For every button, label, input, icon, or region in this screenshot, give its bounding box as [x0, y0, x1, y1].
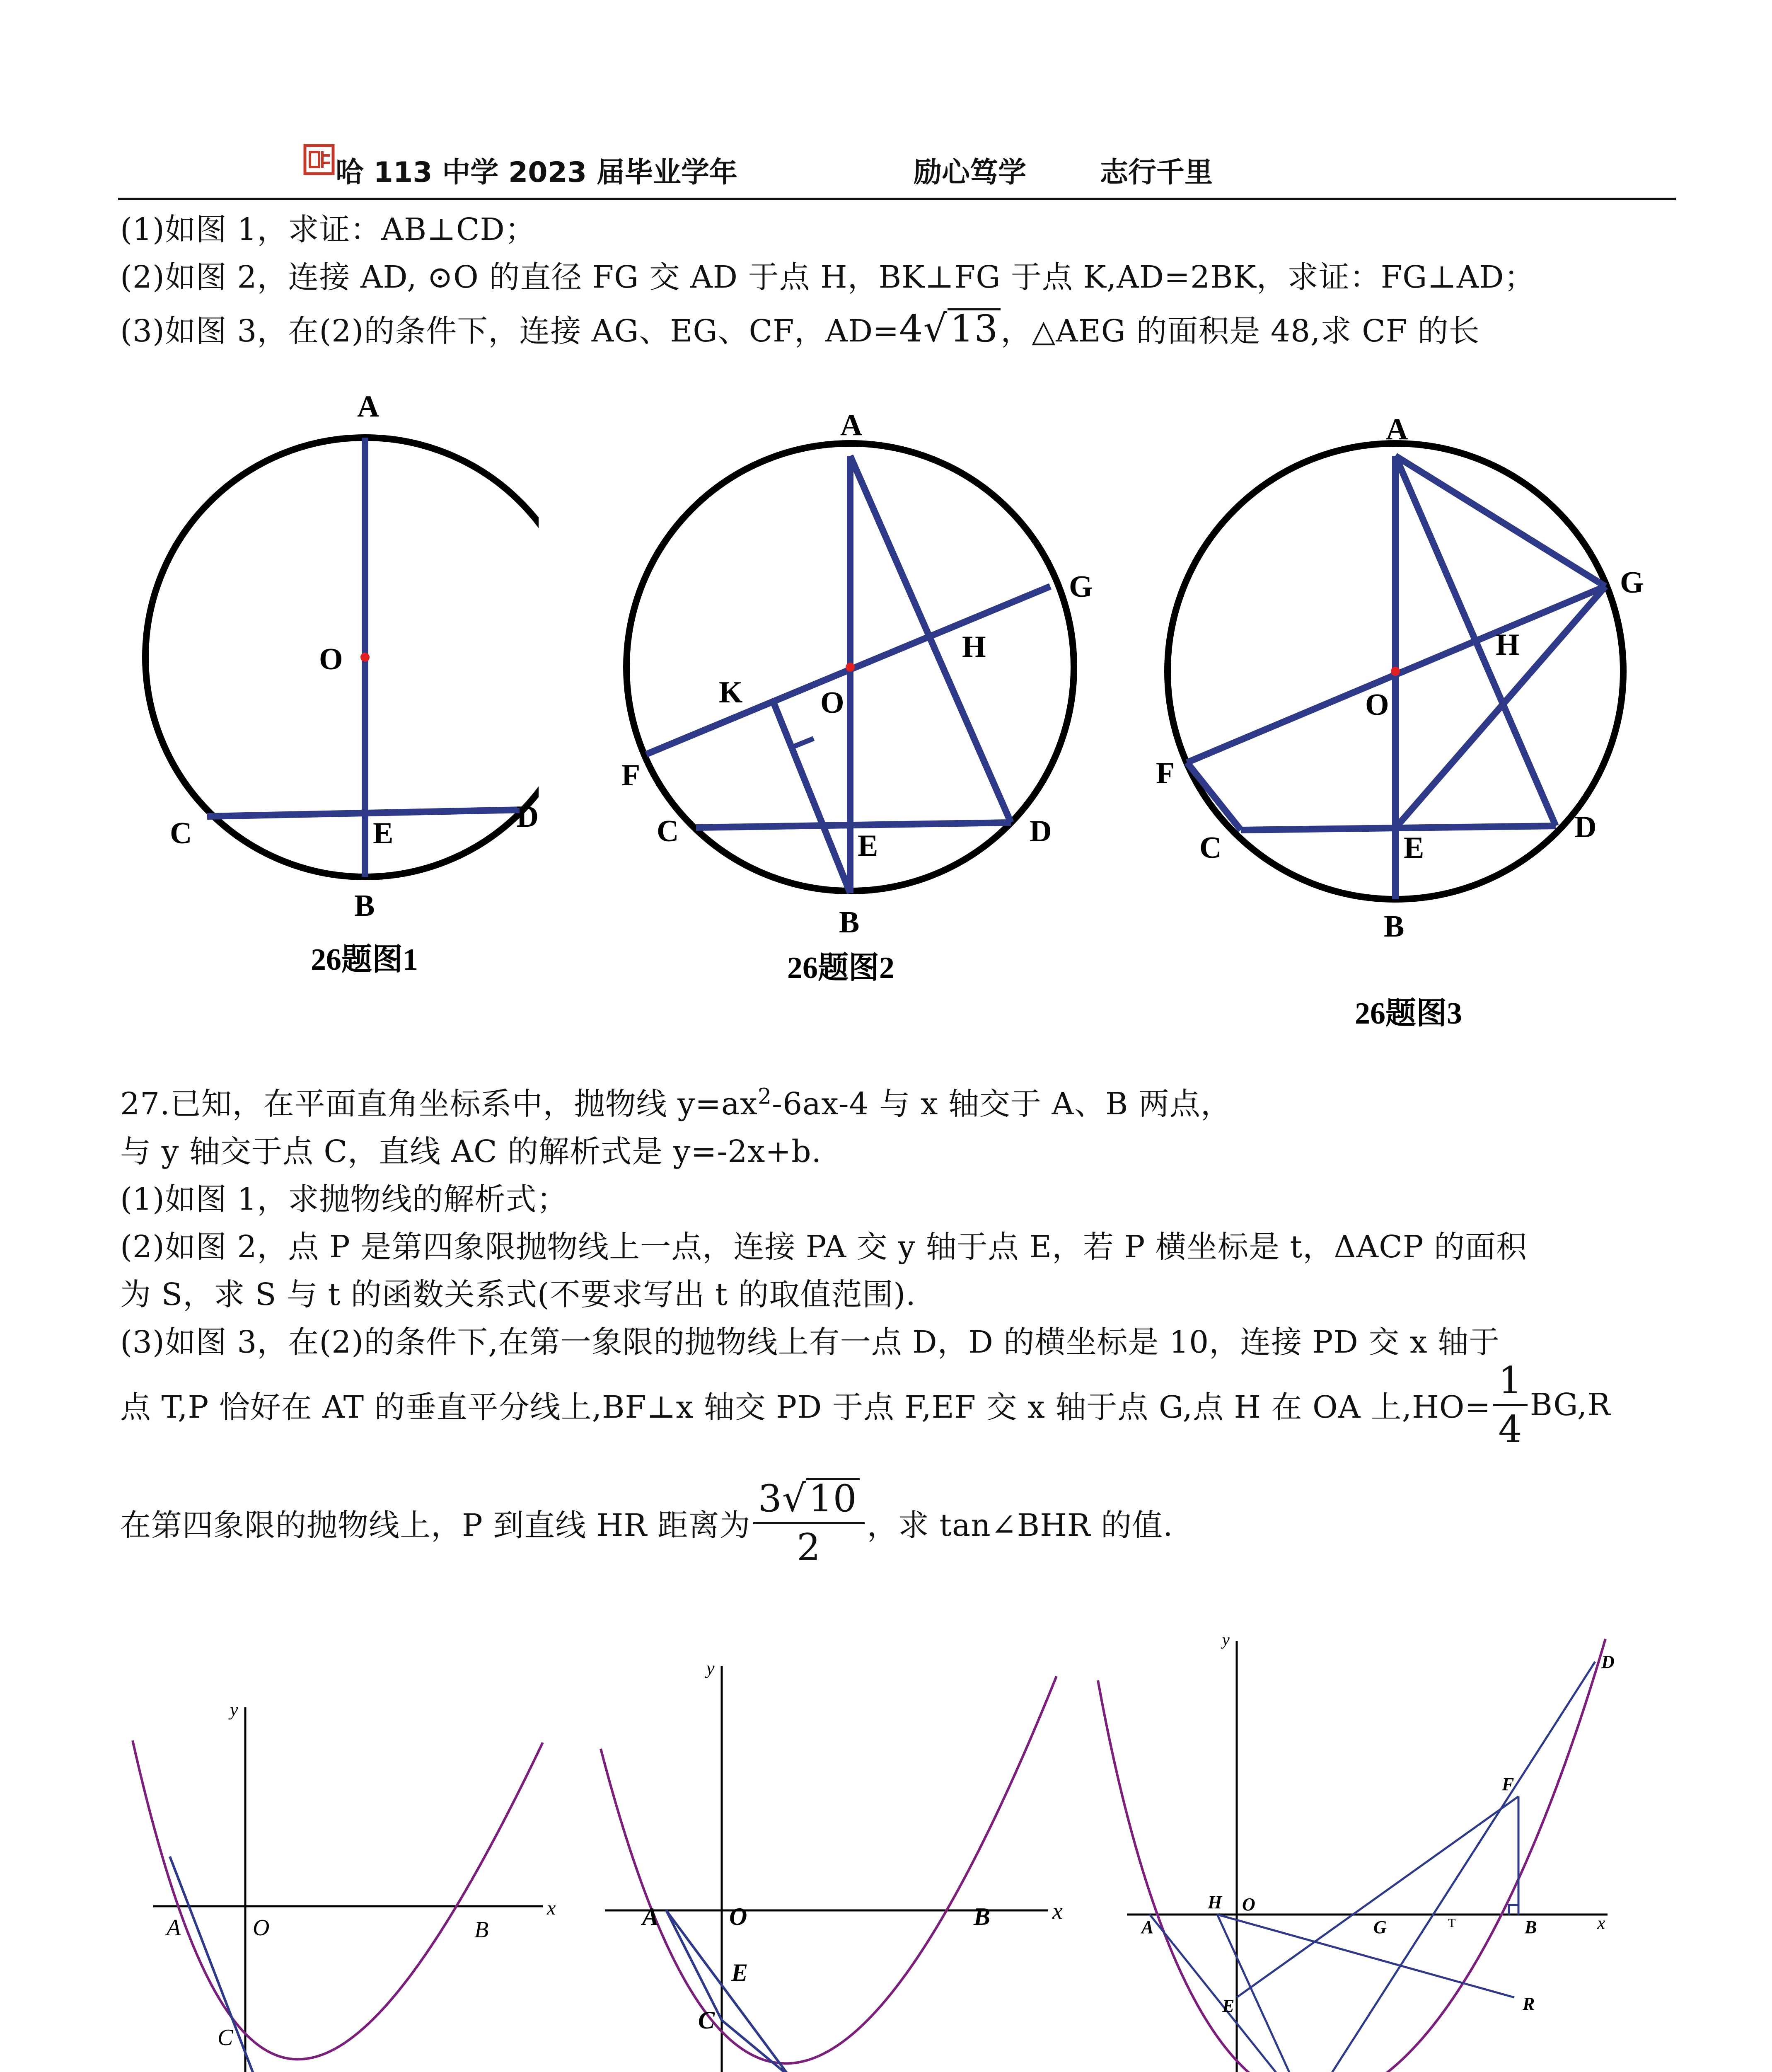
figure-27-1	[124, 1666, 580, 2072]
fraction-1-numerator: 1	[1493, 1359, 1527, 1406]
q27-part3c-text-pre: 在第四象限的抛物线上，P 到直线 HR 距离为	[120, 1508, 751, 1543]
f27c-label-x: x	[1597, 1913, 1605, 1933]
f27c-line-HR	[1217, 1915, 1514, 1997]
q27-part3c-text-post: ，求 tan∠BHR 的值.	[867, 1508, 1173, 1543]
q27-line1-text-a: 27.已知，在平面直角坐标系中，抛物线 y=ax	[120, 1086, 758, 1122]
q27-exponent: 2	[757, 1084, 772, 1109]
figure-27-2	[588, 1649, 1085, 2072]
f1-label-D: D	[516, 800, 539, 834]
q27-part3b-text-post: BG,R	[1530, 1387, 1611, 1423]
q27-part3b	[120, 1358, 1611, 1451]
f2-label-K: K	[719, 675, 743, 709]
header-motto-2: 志行千里	[1100, 156, 1213, 189]
f2-label-D: D	[1030, 814, 1052, 848]
f27c-right-angle-icon	[1509, 1905, 1518, 1915]
f2-label-C: C	[657, 814, 679, 848]
f27b-line-AC	[666, 1910, 722, 2020]
fraction-1-denominator: 4	[1498, 1407, 1523, 1451]
f2-label-G: G	[1069, 570, 1093, 604]
q27-line1-text-b: -6ax-4 与 x 轴交于 A、B 两点，	[771, 1086, 1232, 1122]
q27-part3b-text-pre: 点 T,P 恰好在 AT 的垂直平分线上,BF⊥x 轴交 PD 于点 F,EF 交 x 轴于点 G,点 H 在 OA 上,HO=	[120, 1389, 1491, 1425]
q27-part3c	[120, 1473, 1173, 1573]
f27a-parabola	[133, 1740, 543, 2059]
f3-label-B: B	[1384, 910, 1405, 944]
fraction-2-radicand: 10	[806, 1478, 860, 1518]
figure-26-2	[613, 398, 1152, 999]
q27-part2a: (2)如图 2，点 P 是第四象限抛物线上一点，连接 PA 交 y 轴于点 E，若 P 横坐标是 t，ΔACP 的面积	[120, 1229, 1528, 1265]
f27b-parabola	[601, 1676, 1056, 2063]
f27a-label-x: x	[547, 1897, 556, 1919]
f2-label-O: O	[820, 686, 844, 720]
f3-label-D: D	[1574, 810, 1597, 844]
f2-label-F: F	[621, 758, 641, 792]
q26-part2: (2)如图 2，连接 AD, ⊙O 的直径 FG 交 AD 于点 H，BK⊥FG 于点 K,AD=2BK，求证：FG⊥AD；	[120, 259, 1535, 295]
f27b-label-E: E	[731, 1959, 748, 1986]
f27c-label-y: y	[1222, 1630, 1230, 1649]
f27b-label-B: B	[974, 1903, 991, 1930]
f2-segment-CD	[696, 823, 1011, 828]
f1-center-dot	[360, 653, 370, 662]
q26-part3-text-b: ，△AEG 的面积是 48,求 CF 的长	[1001, 313, 1480, 349]
f1-label-B: B	[354, 889, 375, 923]
f27a-label-y: y	[230, 1699, 238, 1720]
f27b-label-y: y	[706, 1658, 715, 1678]
f27c-label-E: E	[1222, 1996, 1235, 2016]
f27c-label-T: T	[1448, 1916, 1456, 1930]
fraction-2-denominator: 2	[797, 1525, 821, 1569]
f3-center-dot	[1391, 667, 1400, 676]
q27-line2: 与 y 轴交于点 C，直线 AC 的解析式是 y=-2x+b.	[120, 1134, 822, 1169]
q26-part3-coef: 4	[899, 307, 923, 351]
f1-label-O: O	[319, 642, 343, 676]
q26-part1: (1)如图 1，求证：AB⊥CD；	[120, 212, 536, 247]
figure-26-1	[124, 373, 539, 974]
f27a-line-AC	[170, 1857, 263, 2072]
f27b-label-A: A	[642, 1903, 659, 1930]
f1-segment-CD	[207, 810, 524, 816]
header-rule	[118, 198, 1676, 200]
header-school: 哈 113 中学 2023 届毕业学年	[336, 156, 737, 189]
fraction-one-quarter	[1493, 1359, 1527, 1451]
fraction-2-numerator	[753, 1477, 865, 1524]
q27-line1	[120, 1080, 1232, 1123]
header-motto-1: 励心笃学	[914, 156, 1027, 189]
f27c-label-O: O	[1242, 1894, 1255, 1915]
f2-center-dot	[846, 663, 855, 672]
f27a-label-B: B	[474, 1917, 489, 1943]
f27b-label-C: C	[698, 2007, 715, 2034]
f3-label-G: G	[1620, 566, 1644, 600]
f2-segment-AD	[850, 456, 1011, 823]
f3-label-C: C	[1199, 831, 1222, 865]
sqrt-radical-icon: √	[782, 1477, 807, 1520]
f27a-label-A: A	[167, 1915, 181, 1941]
f2-label-H: H	[962, 630, 986, 664]
f3-label-E: E	[1404, 831, 1424, 865]
f27c-label-R: R	[1523, 1994, 1535, 2014]
f3-segment-EG	[1395, 586, 1605, 828]
f27c-label-D: D	[1601, 1652, 1615, 1672]
f27b-label-O: O	[729, 1903, 747, 1930]
f27c-line-PD	[1307, 1662, 1595, 2072]
sqrt-radical-icon: √	[923, 307, 948, 351]
f1-label-C: C	[170, 816, 192, 850]
f3-segment-AD	[1395, 456, 1556, 826]
f1-label-A: A	[357, 390, 380, 424]
f3-caption: 26题图3	[1355, 997, 1462, 1031]
f3-label-A: A	[1386, 412, 1408, 446]
f27c-label-H: H	[1208, 1892, 1222, 1912]
f3-label-F: F	[1156, 756, 1175, 790]
f2-caption: 26题图2	[787, 951, 894, 985]
f27c-label-F: F	[1502, 1774, 1514, 1794]
f27a-label-C: C	[218, 2025, 233, 2050]
f27b-line-AP	[666, 1910, 789, 2072]
f27c-line-EF	[1237, 1796, 1518, 1997]
f3-segment-CF	[1187, 762, 1241, 830]
school-stamp-logo	[302, 143, 336, 176]
q26-part3-radicand: 13	[948, 308, 1001, 348]
fraction-2-coef: 3	[758, 1477, 782, 1520]
f3-label-H: H	[1496, 628, 1520, 662]
figure-26-3	[1156, 398, 1653, 1044]
f27c-label-G: G	[1373, 1917, 1387, 1937]
f1-label-E: E	[373, 816, 394, 850]
figure-27-3	[1085, 1624, 1657, 2072]
f1-caption: 26题图1	[311, 943, 418, 974]
f2-label-E: E	[858, 829, 878, 863]
f3-label-O: O	[1365, 688, 1389, 722]
q27-part3a: (3)如图 3，在(2)的条件下,在第一象限的抛物线上有一点 D，D 的横坐标是 10，连接 PD 交 x 轴于	[120, 1324, 1500, 1360]
f27b-label-x: x	[1052, 1898, 1063, 1924]
f27c-label-A: A	[1141, 1917, 1154, 1937]
q26-part3-text-a: (3)如图 3，在(2)的条件下，连接 AG、EG、CF，AD=	[120, 313, 899, 349]
q27-part1: (1)如图 1，求抛物线的解析式；	[120, 1181, 568, 1217]
f27c-line-HP	[1217, 1915, 1307, 2072]
f27a-label-O: O	[253, 1915, 270, 1941]
q27-part2b: 为 S，求 S 与 t 的函数关系式(不要求写出 t 的取值范围).	[120, 1277, 916, 1312]
f27c-label-B: B	[1525, 1917, 1537, 1937]
fraction-distance	[753, 1477, 865, 1569]
q26-part3	[120, 307, 1480, 351]
f2-label-B: B	[839, 905, 860, 939]
f2-label-A: A	[840, 408, 863, 442]
